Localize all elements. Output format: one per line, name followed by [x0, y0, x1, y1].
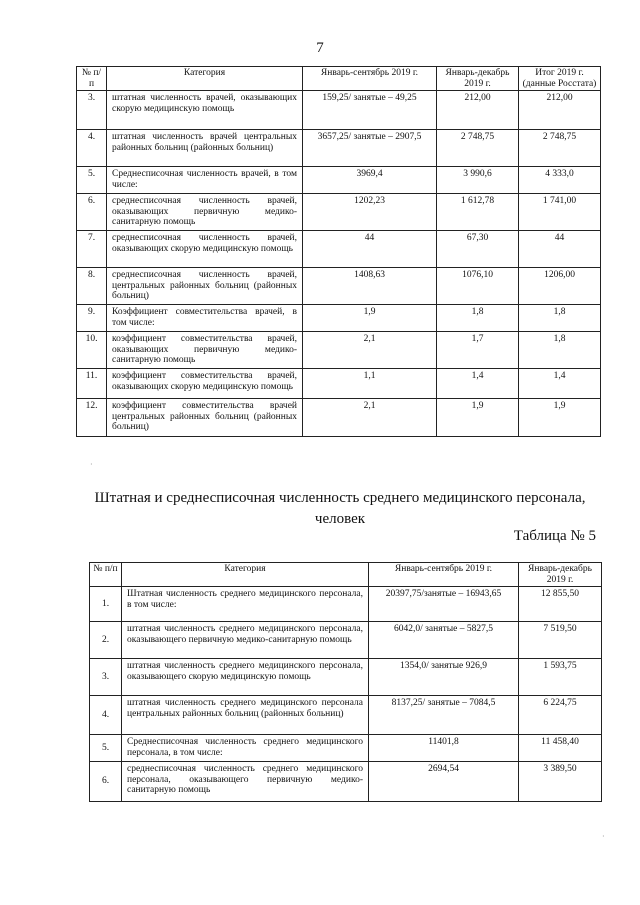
table-row: [77, 130, 601, 167]
table-row: [77, 332, 601, 369]
jan-dec-value: 1 593,75: [519, 659, 602, 696]
physicians-table: [76, 66, 601, 437]
row-number: 4.: [90, 696, 122, 735]
nursing-staff-table: [89, 562, 602, 802]
header-jan-dec: Январь-декабрь 2019 г.: [519, 563, 602, 587]
jan-sep-value: 159,25/ занятые – 49,25: [303, 91, 437, 130]
row-number: 12.: [77, 399, 107, 437]
jan-sep-value: 1354,0/ занятые 926,9: [369, 659, 519, 696]
category-cell: среднесписочная численность среднего медицинского персонала, оказывающего первичную медико-санитарную помощь: [122, 762, 369, 802]
row-number: 2.: [90, 622, 122, 659]
row-number: 8.: [77, 268, 107, 305]
jan-dec-value: 12 855,50: [519, 587, 602, 622]
table-row: [77, 399, 601, 437]
table-row: [77, 194, 601, 231]
table-row: [77, 91, 601, 130]
category-cell: Коэффициент совместительства врачей, в том числе:: [107, 305, 303, 332]
jan-dec-value: 3 990,6: [437, 167, 519, 194]
row-number: 11.: [77, 369, 107, 399]
section-title: Штатная и среднесписочная численность среднего медицинского персонала, человек: [94, 490, 586, 527]
category-cell: коэффициент совместительства врачей, оказывающих первичную медико-санитарную помощь: [107, 332, 303, 369]
table-row: [90, 696, 602, 735]
header-num: № п/п: [90, 563, 122, 587]
total-value: 4 333,0: [519, 167, 601, 194]
jan-sep-value: 44: [303, 231, 437, 268]
table-row: [90, 587, 602, 622]
jan-sep-value: 2,1: [303, 399, 437, 437]
total-value: 1,4: [519, 369, 601, 399]
header-total-rosstat: Итог 2019 г. (данные Росстата): [519, 67, 601, 91]
total-value: 1,9: [519, 399, 601, 437]
table-header-row: [90, 563, 602, 587]
row-number: 3.: [90, 659, 122, 696]
jan-sep-value: 3657,25/ занятые – 2907,5: [303, 130, 437, 167]
category-cell: коэффициент совместительства врачей центральных районных больниц (районных больниц): [107, 399, 303, 437]
jan-dec-value: 67,30: [437, 231, 519, 268]
jan-dec-value: 7 519,50: [519, 622, 602, 659]
jan-sep-value: 8137,25/ занятые – 7084,5: [369, 696, 519, 735]
category-cell: среднесписочная численность врачей, центральных районных больниц (районных больниц): [107, 268, 303, 305]
jan-dec-value: 3 389,50: [519, 762, 602, 802]
table-caption: Таблица № 5: [513, 528, 596, 544]
row-number: 3.: [77, 91, 107, 130]
jan-sep-value: 20397,75/занятые – 16943,65: [369, 587, 519, 622]
category-cell: коэффициент совместительства врачей, оказывающих скорую медицинскую помощь: [107, 369, 303, 399]
table-row: [77, 268, 601, 305]
jan-dec-value: 6 224,75: [519, 696, 602, 735]
category-cell: среднесписочная численность врачей, оказывающих первичную медико-санитарную помощь: [107, 194, 303, 231]
row-number: 9.: [77, 305, 107, 332]
jan-dec-value: 11 458,40: [519, 735, 602, 762]
table-row: [77, 167, 601, 194]
table-row: [90, 659, 602, 696]
jan-sep-value: 2694,54: [369, 762, 519, 802]
row-number: 7.: [77, 231, 107, 268]
total-value: 1206,00: [519, 268, 601, 305]
jan-sep-value: 3969,4: [303, 167, 437, 194]
jan-dec-value: 1,8: [437, 305, 519, 332]
jan-dec-value: 212,00: [437, 91, 519, 130]
category-cell: штатная численность врачей, оказывающих скорую медицинскую помощь: [107, 91, 303, 130]
category-cell: Среднесписочная численность среднего медицинского персонала, в том числе:: [122, 735, 369, 762]
row-number: 4.: [77, 130, 107, 167]
header-category: Категория: [122, 563, 369, 587]
header-jan-sep: Январь-сентябрь 2019 г.: [303, 67, 437, 91]
jan-dec-value: 1 612,78: [437, 194, 519, 231]
total-value: 1,8: [519, 305, 601, 332]
category-cell: Штатная численность среднего медицинского персонала, в том числе:: [122, 587, 369, 622]
row-number: 10.: [77, 332, 107, 369]
total-value: 1,8: [519, 332, 601, 369]
jan-dec-value: 1,9: [437, 399, 519, 437]
table-row: [90, 735, 602, 762]
jan-sep-value: 1,1: [303, 369, 437, 399]
scan-speck: ·: [602, 832, 605, 841]
jan-sep-value: 1408,63: [303, 268, 437, 305]
total-value: 2 748,75: [519, 130, 601, 167]
table-row: [90, 622, 602, 659]
table-row: [77, 231, 601, 268]
row-number: 5.: [90, 735, 122, 762]
jan-sep-value: 1202,23: [303, 194, 437, 231]
scan-speck: ·: [90, 460, 93, 469]
category-cell: штатная численность среднего медицинского персонала центральных районных больниц (районных больниц): [122, 696, 369, 735]
header-jan-dec: Январь-декабрь 2019 г.: [437, 67, 519, 91]
jan-dec-value: 1076,10: [437, 268, 519, 305]
category-cell: среднесписочная численность врачей, оказывающих скорую медицинскую помощь: [107, 231, 303, 268]
table-row: [77, 305, 601, 332]
row-number: 6.: [77, 194, 107, 231]
table-header-row: [77, 67, 601, 91]
category-cell: Среднесписочная численность врачей, в том числе:: [107, 167, 303, 194]
category-cell: штатная численность врачей центральных районных больниц (районных больниц): [107, 130, 303, 167]
category-cell: штатная численность среднего медицинского персонала, оказывающего скорую медицинскую помощь: [122, 659, 369, 696]
header-jan-sep: Январь-сентябрь 2019 г.: [369, 563, 519, 587]
table-row: [90, 762, 602, 802]
jan-sep-value: 1,9: [303, 305, 437, 332]
total-value: 212,00: [519, 91, 601, 130]
page-number: 7: [316, 40, 324, 56]
jan-dec-value: 2 748,75: [437, 130, 519, 167]
table-row: [77, 369, 601, 399]
row-number: 6.: [90, 762, 122, 802]
category-cell: штатная численность среднего медицинского персонала, оказывающего первичную медико-санитарную помощь: [122, 622, 369, 659]
jan-sep-value: 6042,0/ занятые – 5827,5: [369, 622, 519, 659]
total-value: 44: [519, 231, 601, 268]
header-num: № п/п: [77, 67, 107, 91]
total-value: 1 741,00: [519, 194, 601, 231]
jan-sep-value: 11401,8: [369, 735, 519, 762]
jan-dec-value: 1,7: [437, 332, 519, 369]
jan-sep-value: 2,1: [303, 332, 437, 369]
row-number: 1.: [90, 587, 122, 622]
jan-dec-value: 1,4: [437, 369, 519, 399]
header-category: Категория: [107, 67, 303, 91]
row-number: 5.: [77, 167, 107, 194]
